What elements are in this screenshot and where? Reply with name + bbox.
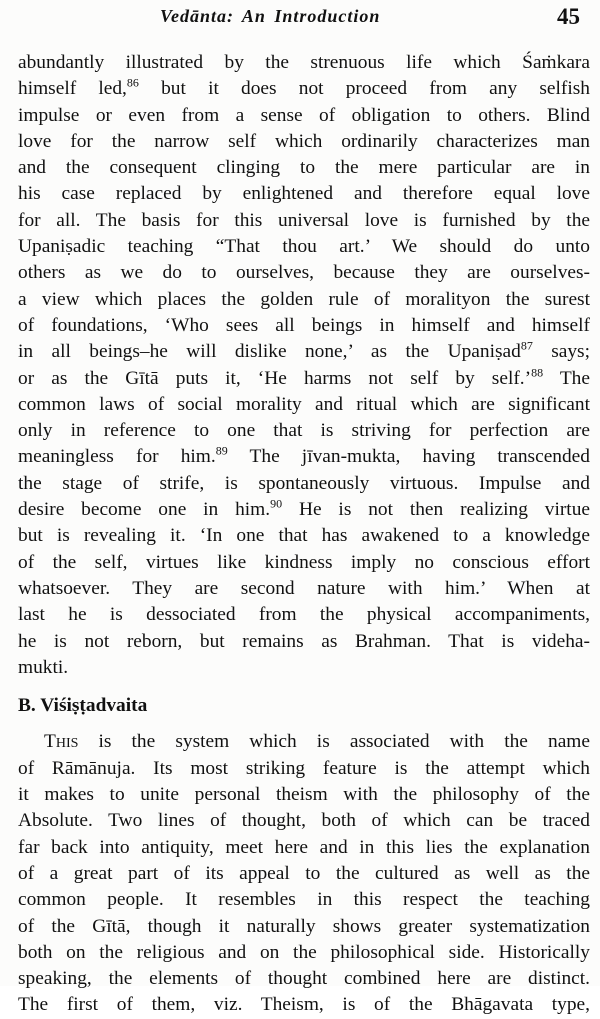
text-line — [18, 366, 590, 392]
text-line — [18, 418, 590, 444]
text-run: of the Gītā, though it naturally shows greater systematization — [18, 915, 590, 937]
text-line — [18, 940, 590, 966]
text-run: desire become one in him. — [18, 499, 271, 521]
page-header — [0, 6, 600, 32]
text-line — [18, 835, 590, 861]
text-line — [18, 550, 590, 576]
text-line — [18, 887, 590, 913]
text-run: but is revealing it. ‘In one that has awakened to a knowledge — [18, 525, 590, 547]
text-line — [18, 756, 590, 782]
text-run: far back into antiquity, meet here and in this lies the explanation — [18, 836, 590, 858]
text-line — [18, 861, 590, 887]
text-line — [18, 471, 590, 497]
text-run: The — [543, 367, 590, 389]
text-line — [18, 602, 590, 628]
text-line — [18, 444, 590, 470]
text-line — [18, 808, 590, 834]
text-line — [18, 729, 590, 755]
footnote-marker: 87 — [520, 338, 533, 353]
text-run: He is not then realizing virtue — [282, 499, 590, 521]
text-line — [18, 76, 590, 102]
text-line — [18, 260, 590, 286]
text-run: is the system which is associated with the name — [78, 731, 590, 753]
text-run: himself led, — [18, 78, 127, 100]
text-line — [18, 103, 590, 129]
text-run: or as the Gītā puts it, ‘He harms not self by self.’ — [18, 367, 532, 389]
paragraph-1 — [18, 50, 590, 681]
text-line — [18, 287, 590, 313]
text-line — [18, 629, 590, 655]
text-run: but it does not proceed from any selfish — [138, 78, 590, 100]
paragraph-2 — [18, 729, 590, 1018]
text-line — [18, 155, 590, 181]
footnote-marker: 86 — [126, 75, 139, 90]
section-heading: B. Viśiṣṭadvaita — [18, 695, 148, 717]
text-run: a view which places the golden rule of moralityon the surest — [18, 288, 590, 310]
text-run: mukti. — [18, 656, 69, 678]
text-run: and the consequent clinging to the mere particular are in — [18, 157, 590, 179]
text-line — [18, 50, 590, 76]
text-run: it makes to unite personal theism with the philosophy of the — [18, 784, 590, 806]
text-run: the stage of strife, is spontaneously virtuous. Impulse and — [18, 472, 590, 494]
main-text — [18, 50, 590, 1019]
text-line — [18, 914, 590, 940]
text-run: others as we do to ourselves, because they are ourselves- — [18, 262, 590, 284]
footnote-marker: 88 — [531, 365, 544, 380]
text-run: both on the religious and on the philosophical side. Historically — [18, 941, 590, 963]
text-line — [18, 234, 590, 260]
text-line — [18, 392, 590, 418]
text-run: last he is dessociated from the physical accompaniments, — [18, 604, 590, 626]
text-line — [18, 339, 590, 365]
footnote-marker: 90 — [270, 496, 283, 511]
text-run: The first of them, viz. Theism, is of the Bhāgavata type, — [18, 994, 590, 1016]
text-line — [18, 313, 590, 339]
text-run: of the self, virtues like kindness imply no conscious effort — [18, 551, 590, 573]
text-run: meaningless for him. — [18, 446, 216, 468]
text-run: only in reference to one that is striving for perfection are — [18, 420, 590, 442]
text-line — [18, 129, 590, 155]
text-line — [18, 782, 590, 808]
text-run: common people. It resembles in this respect the teaching — [18, 889, 590, 911]
text-line — [18, 497, 590, 523]
text-run: he is not reborn, but remains as Brahman. That is videha- — [18, 630, 590, 652]
text-run: says; — [532, 341, 590, 363]
text-run: whatsoever. They are second nature with him.’ When at — [18, 577, 590, 599]
text-run: common laws of social morality and ritual which are significant — [18, 393, 590, 415]
text-run: speaking, the elements of thought combined here are distinct. — [18, 968, 590, 990]
text-line — [18, 576, 590, 602]
text-run: impulse or even from a sense of obligation to others. Blind — [18, 104, 590, 126]
text-run: Absolute. Two lines of thought, both of which can be traced — [18, 810, 590, 832]
text-run: The jīvan-mukta, having transcended — [227, 446, 590, 468]
text-run: for all. The basis for this universal love is furnished by the — [18, 209, 590, 231]
first-word: This — [44, 731, 79, 753]
text-line — [18, 966, 590, 992]
running-head: Vedānta: An Introduction — [160, 6, 381, 26]
text-run: his case replaced by enlightened and therefore equal love — [18, 183, 590, 205]
text-run: Upaniṣadic teaching “That thou art.’ We should do unto — [18, 236, 590, 258]
text-line — [18, 655, 590, 681]
text-run: abundantly illustrated by the strenuous life which Śaṁkara — [18, 52, 590, 73]
text-run: of foundations, ‘Who sees all beings in himself and himself — [18, 314, 590, 336]
text-run: of Rāmānuja. Its most striking feature is the attempt which — [18, 757, 590, 779]
text-line — [18, 208, 590, 234]
footnote-marker: 89 — [215, 443, 228, 458]
text-run: love for the narrow self which ordinarily characterizes man — [18, 130, 590, 152]
page-number: 45 — [557, 4, 580, 29]
text-line — [18, 992, 590, 1018]
text-run: of a great part of its appeal to the cultured as well as the — [18, 862, 590, 884]
text-run: in all beings–he will dislike none,’ as the Upaniṣad — [18, 341, 521, 363]
text-line — [18, 523, 590, 549]
text-line — [18, 181, 590, 207]
